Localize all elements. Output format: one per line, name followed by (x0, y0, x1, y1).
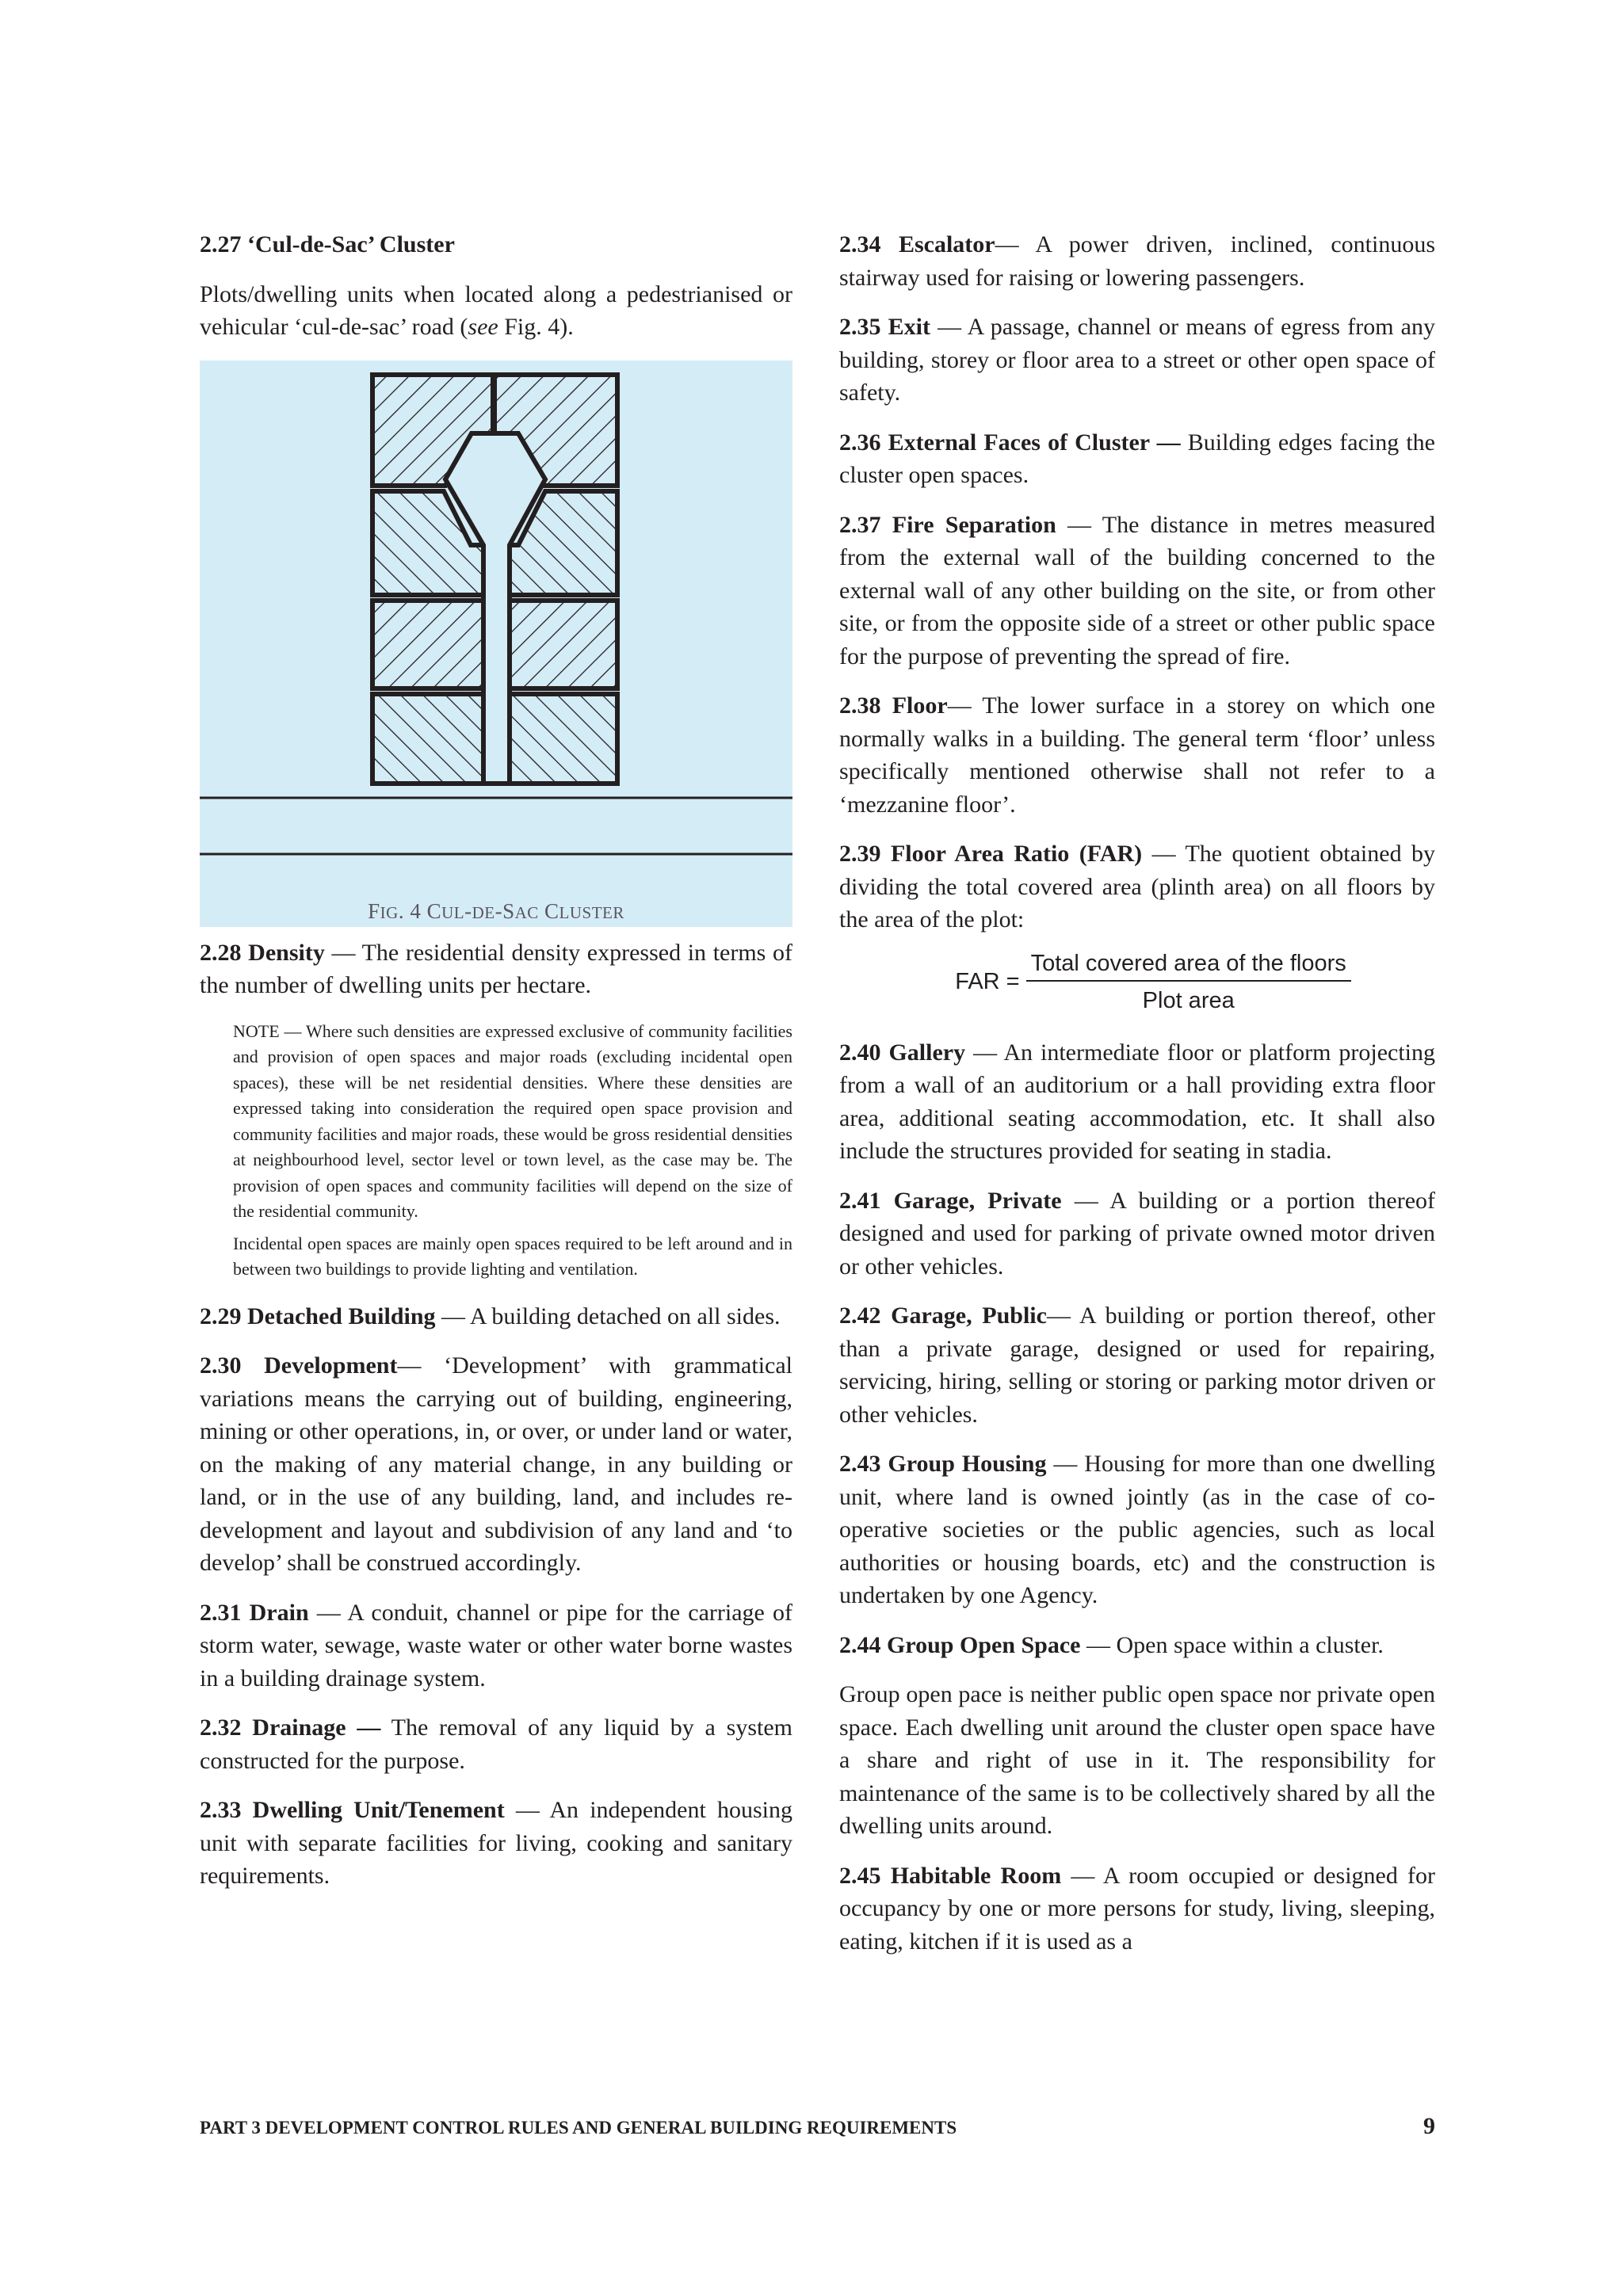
section-heading: 2.27 ‘Cul-de-Sac’ Cluster (200, 231, 455, 257)
plot-right-3 (510, 601, 617, 688)
section-2-42: 2.42 Garage, Public— A building or portion thereof, other than a private garage, designed or used for repairing, servicing, hiring, selling or storing or parking motor driven or other vehicles. (839, 1302, 1435, 1428)
section-2-36: 2.36 External Faces of Cluster — Building edges facing the cluster open spaces. (839, 429, 1435, 488)
section-2-27 (200, 228, 792, 344)
section-2-45: 2.45 Habitable Room — A room occupied or designed for occupancy by one or more persons for study, living, sleeping, eating, kitchen if it is used as a (839, 1862, 1436, 1955)
section-2-41: 2.41 Garage, Private — A building or a portion thereof designed and used for parking of private owned motor driven or other vehicles. (839, 1187, 1436, 1280)
section-2-39: 2.39 Floor Area Ratio (FAR) — The quotient obtained by dividing the total covered area (plinth area) on all floors by the area of the plot: (839, 841, 1436, 933)
note-paragraph-2: Incidental open spaces are mainly open spaces required to be left around and in between two buildings to provide lighting and ventilation. (233, 1233, 792, 1279)
page-footer (200, 2113, 1435, 2140)
section-2-43: 2.43 Group Housing — Housing for more than one dwelling unit, where land is owned jointly (as in the case of co-operative societies or the public agencies, such as local authorities or housing boards, etc) and the construction is undertaken by one Agency. (839, 1451, 1436, 1608)
cul-de-sac-diagram (200, 360, 792, 927)
formula-lhs: FAR = (955, 969, 1020, 994)
section-2-34: 2.34 Escalator— A power driven, inclined, continuous stairway used for raising or lowering passengers. (839, 231, 1436, 291)
section-text: Plots/dwelling units when located along a pedestrianised or vehicular ‘cul-de-sac’ road (see Fig. 4). (200, 280, 792, 340)
page-number: 9 (1423, 2113, 1435, 2139)
plot-right-4 (510, 694, 617, 784)
formula-numerator: Total covered area of the floors (1026, 951, 1351, 982)
plot-left-4 (372, 694, 483, 784)
section-2-35: 2.35 Exit — A passage, channel or means of egress from any building, storey or floor area to a street or other open space of safety. (839, 314, 1436, 406)
section-2-31: 2.31 Drain — A conduit, channel or pipe for the carriage of storm water, sewage, waste water or other water borne wastes in a building drainage system. (200, 1599, 792, 1691)
formula-denominator: Plot area (1142, 987, 1235, 1013)
section-2-38: 2.38 Floor— The lower surface in a storey on which one normally walks in a building. The general term ‘floor’ unless specifically mentioned otherwise shall not refer to a ‘mezzanine floor’. (839, 692, 1436, 818)
section-2-30: 2.30 Development— ‘Development’ with grammatical variations means the carrying out of building, engineering, mining or other operations, in, or over, or under land or water, on the making of any material change, in any building or land, or in the use of any building, land, and includes re-development and layout and subdivision of any land and ‘to develop’ shall be construed accordingly. (200, 1352, 792, 1576)
far-formula (871, 951, 1435, 1014)
section-2-28: 2.28 Density — The residential density expressed in terms of the number of dwelling units per hectare. (200, 939, 792, 998)
plot-left-3 (372, 601, 483, 688)
section-2-37: 2.37 Fire Separation — The distance in metres measured from the external wall of the building concerned to the external wall of any other building on the site, or from other site, or from the opposite side of a street or other public space for the purpose of preventing the spread of fire. (839, 511, 1436, 669)
left-column (200, 228, 792, 1909)
section-2-32: 2.32 Drainage — The removal of any liquid by a system constructed for the purpose. (200, 1714, 792, 1774)
section-2-29: 2.29 Detached Building — A building detached on all sides. (200, 1302, 781, 1329)
density-note (200, 1019, 792, 1283)
section-2-44-paragraph: Group open pace is neither public open space nor private open space. Each dwelling unit around the cluster open space have a share and right of use in it. The responsibility for maintenance of the same is to be collectively shared by all the dwelling units around. (839, 1681, 1435, 1839)
section-2-33: 2.33 Dwelling Unit/Tenement — An independent housing unit with separate facilities for living, cooking and sanitary requirements. (200, 1797, 793, 1889)
formula-fraction (1026, 951, 1351, 1014)
section-2-44: 2.44 Group Open Space — Open space within a cluster. (839, 1631, 1384, 1658)
note-paragraph-1: NOTE — Where such densities are expressed exclusive of community facilities and provision of open spaces and major roads (excluding incidental open spaces), these will be net residential densities. Where these densities are expressed taking into consideration the required open space provision and community facilities and major roads, these would be gross residential densities at neighbourhood level, sector level or town level, as the case may be. The provision of open spaces and community facilities will depend on the size of the residential community. (233, 1020, 792, 1221)
figure-cul-de-sac-cluster (200, 360, 792, 927)
section-2-40: 2.40 Gallery — An intermediate floor or platform projecting from a wall of an auditorium or a hall providing extra floor area, additional seating accommodation, etc. It shall also include the structures provided for seating in stadia. (839, 1039, 1436, 1164)
footer-title: PART 3 DEVELOPMENT CONTROL RULES AND GENERAL BUILDING REQUIREMENTS (200, 2118, 957, 2138)
figure-caption: FIG. 4 CUL-DE-SAC CLUSTER (368, 898, 624, 923)
right-column (839, 228, 1435, 1958)
